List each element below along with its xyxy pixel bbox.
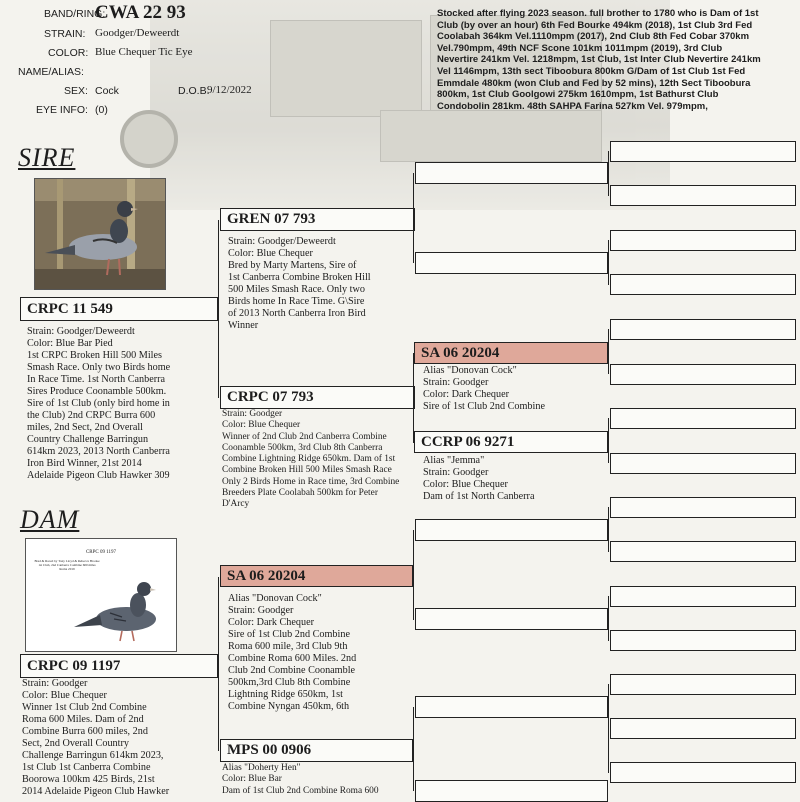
gen4-empty-box	[610, 319, 796, 340]
connector-gen3	[413, 173, 414, 263]
gen4-empty-box	[610, 364, 796, 385]
dam-sire-line: Roma 600 mile, 3rd Club 9th	[228, 641, 348, 652]
sire-line: Country Challenge Barringun	[27, 434, 149, 445]
dam-line: Roma 600 Miles. Dam of 2nd	[22, 714, 144, 725]
dam-sire-line: Color: Dark Chequer	[228, 617, 315, 628]
sex-label: SEX:	[64, 85, 88, 97]
dam-line: Strain: Goodger	[22, 678, 88, 689]
band-value: CWA 22 93	[95, 2, 186, 23]
dam-dam-ring-box: MPS 00 0906	[220, 739, 413, 762]
dam-sire-line: Combine Roma 600 Miles. 2nd	[228, 653, 357, 664]
sire-dam-details	[222, 409, 399, 511]
dam-photo-caption-line: 1st Club, 2nd Canberra Combine 600 miles	[38, 563, 96, 568]
sire-details	[27, 326, 170, 482]
connector-gen4	[608, 329, 609, 374]
dob-label: D.O.B.	[178, 85, 210, 97]
dam-line: 2014 Adelaide Pigeon Club Hawker	[22, 786, 170, 797]
sire-sire-line: Winner	[228, 320, 259, 331]
gen3-dam-line: Alias "Jemma"	[423, 455, 485, 466]
gen3-dam-line: Color: Blue Chequer	[423, 479, 508, 490]
gen4-empty-box	[610, 762, 796, 783]
gen4-empty-box	[610, 674, 796, 695]
gen3-sire-details	[423, 365, 545, 413]
gen4-empty-box	[610, 408, 796, 429]
dam-photo	[25, 538, 177, 652]
sire-line: In Race Time. 1st North Canberra	[27, 374, 166, 385]
dam-line: 1st Club 1st Canberra Combine	[22, 762, 151, 773]
gen3-sire-line: Sire of 1st Club 2nd Combine	[423, 401, 545, 412]
dam-photo-caption-title: CRPC 09 1197	[85, 550, 117, 555]
dam-ring-box: CRPC 09 1197	[20, 654, 218, 678]
truck-tray-side	[380, 110, 602, 162]
sire-sire-line: Birds home In Race Time. G\Sire	[228, 296, 365, 307]
gen3-empty-box	[415, 780, 608, 802]
sire-line: Sires Produce Coonamble 500km.	[27, 386, 167, 397]
dam-dam-line: Color: Blue Bar	[222, 774, 282, 785]
dam-sire-line: Strain: Goodger	[228, 605, 294, 616]
sire-line: Iron Bird Winner, 21st 2014	[27, 458, 142, 469]
note-line: Nevertire 241km Vel. 1218mpm, 1st Club, 1st Inter Club Nevertire 241km	[437, 54, 761, 66]
gen3-sire-line: Color: Dark Chequer	[423, 389, 510, 400]
gen4-empty-box	[610, 230, 796, 251]
sire-line: Smash Race. Only two Birds home	[27, 362, 171, 373]
name-alias-label: NAME/ALIAS:	[18, 66, 84, 78]
sire-line: 1st CRPC Broken Hill 500 Miles	[27, 350, 162, 361]
dam-sire-line: Sire of 1st Club 2nd Combine	[228, 629, 350, 640]
truck-wheel-icon	[120, 110, 178, 168]
strain-value: Goodger/Deweerdt	[95, 27, 180, 39]
dam-sire-line: Alias "Donovan Cock"	[228, 593, 322, 604]
connector-gen4	[608, 596, 609, 641]
sire-dam-line: Only 2 Birds Home in Race time, 3rd Combine	[222, 476, 400, 487]
note-line: Coolabah 364km Vel.1110mpm (2017), 2nd Club 8th Fed Cobar 370km	[437, 31, 750, 43]
sire-line: 614km 2023, 2013 North Canberra	[27, 446, 170, 457]
gen4-empty-box	[610, 718, 796, 739]
dam-pigeon-icon	[26, 539, 176, 651]
dam-dam-line: Alias "Doherty Hen"	[222, 763, 301, 773]
band-label: BAND/RING:	[44, 8, 106, 20]
dam-sire-line: Lightning Ridge 650km, 1st	[228, 689, 343, 700]
dam-photo-caption-line: Bred & Raced by Tony Lloyd & Rebecca Brooke	[34, 559, 100, 563]
strain-label: STRAIN:	[44, 28, 86, 40]
sire-ring-box: CRPC 11 549	[20, 297, 218, 321]
note-line: 800km, 1st Club Goolgowi 275km 1610mpm, 1st Bathurst Club	[437, 89, 719, 101]
gen3-empty-box	[415, 162, 608, 184]
sire-dam-ring-box: CRPC 07 793	[220, 386, 415, 409]
gen4-empty-box	[610, 586, 796, 607]
gen4-empty-box	[610, 541, 796, 562]
sire-line: Sire of 1st Club (only bird home in	[27, 398, 170, 409]
gen4-empty-box	[610, 497, 796, 518]
note-line: Vel 1146mpm, 13th sect Tiboobura 800km G/Dam of 1st Club 1st Fed	[437, 65, 746, 77]
connector-dam	[218, 577, 219, 751]
color-value: Blue Chequer Tic Eye	[95, 46, 193, 58]
gen3-sire-line: Strain: Goodger	[423, 377, 489, 388]
sire-sire-ring-box: GREN 07 793	[220, 208, 415, 231]
sire-sire-line: of 2013 North Canberra Iron Bird	[228, 308, 366, 319]
dam-details	[22, 678, 169, 798]
note-line: Stocked after flying 2023 season. full brother to 1780 who is Dam of 1st	[437, 8, 759, 19]
gen3-sire-ring-box: SA 06 20204	[414, 342, 608, 364]
note-line: Vel.790mpm, 49th NCF Scone 101km 1011mpm (2019), 3rd Club	[437, 42, 723, 54]
sire-line: the Club) 2nd CRPC Burra 600	[27, 410, 156, 421]
bird-notes	[437, 8, 789, 112]
gen3-dam-ring-box: CCRP 06 9271	[414, 431, 608, 453]
gen3-empty-box	[415, 608, 608, 630]
connector-gen3	[413, 353, 414, 443]
connector-sire	[218, 220, 219, 398]
sire-dam-line: Breeders Plate Coolabah 500km for Peter	[222, 488, 378, 499]
dam-line: Combine Burra 600 miles, 2nd	[22, 726, 148, 737]
dam-line: Winner 1st Club 2nd Combine	[22, 702, 147, 713]
sire-sire-line: Bred by Marty Martens, Sire of	[228, 260, 357, 271]
connector-gen4	[608, 684, 609, 729]
sire-line: Strain: Goodger/Deweerdt	[27, 326, 135, 337]
dam-line: Boorowa 100km 425 Birds, 21st	[22, 774, 155, 785]
dam-sire-line: Combine Nyngan 450km, 6th	[228, 701, 350, 712]
color-label: COLOR:	[48, 47, 89, 59]
note-line: Emmdale 480km (won Club and Fed by 52 mins), 12th Sect Tiboobura	[437, 77, 751, 89]
sire-sire-details	[228, 236, 371, 332]
sire-title: SIRE	[18, 143, 76, 172]
dam-sire-line: Club 2nd Combine Coonamble	[228, 665, 356, 676]
sire-sire-line: 1st Canberra Combine Broken Hill	[228, 272, 371, 283]
truck-cage-left	[270, 20, 422, 117]
gen3-sire-line: Alias "Donovan Cock"	[423, 365, 517, 376]
connector-gen4	[608, 418, 609, 463]
gen4-empty-box	[610, 274, 796, 295]
sex-value: Cock	[95, 85, 119, 97]
note-line: Condobolin 281km. 48th SAHPA Farina 527km Vel. 979mpm,	[437, 100, 708, 112]
sire-dam-line: Coonamble 500km, 3rd Club 8th Canberra	[222, 442, 383, 453]
dob-value: 9/12/2022	[207, 84, 252, 96]
dam-title: DAM	[20, 505, 80, 534]
dam-photo-caption-line: Roma 2019	[59, 567, 75, 572]
gen4-empty-box	[610, 453, 796, 474]
sire-dam-line: D'Arcy	[222, 499, 250, 510]
note-line: Club (by over an hour) 6th Fed Bourke 494km (2018), 1st Club 3rd Fed	[437, 19, 753, 31]
sire-photo	[34, 178, 166, 290]
gen3-empty-box	[415, 252, 608, 274]
connector-gen3	[413, 707, 414, 791]
gen4-empty-box	[610, 185, 796, 206]
dam-line: Sect, 2nd Overall Country	[22, 738, 129, 749]
dam-sire-line: 500km,3rd Club 8th Combine	[228, 677, 351, 688]
sire-dam-line: Strain: Goodger	[222, 409, 283, 419]
sire-sire-line: Color: Blue Chequer	[228, 248, 313, 259]
gen3-dam-line: Dam of 1st North Canberra	[423, 491, 535, 502]
sire-dam-line: Winner of 2nd Club 2nd Canberra Combine	[222, 431, 387, 442]
dam-sire-details	[228, 593, 356, 713]
gen3-empty-box	[415, 696, 608, 718]
sire-dam-line: Combine Lightning Ridge 650km. Dam of 1st	[222, 454, 396, 465]
sire-line: Adelaide Pigeon Club Hawker 309	[27, 470, 170, 481]
connector-gen3	[413, 530, 414, 620]
connector-gen4	[608, 151, 609, 196]
sire-dam-line: Combine Broken Hill 500 Miles Smash Race	[222, 465, 392, 476]
gen4-empty-box	[610, 630, 796, 651]
sire-sire-line: 500 Miles Smash Race. Only two	[228, 284, 365, 295]
eye-info-value: (0)	[95, 104, 108, 116]
gen4-empty-box	[610, 141, 796, 162]
dam-dam-details	[222, 763, 379, 797]
sire-dam-line: Color: Blue Chequer	[222, 420, 301, 431]
gen3-empty-box	[415, 519, 608, 541]
sire-line: miles, 2nd Sect, 2nd Overall	[27, 422, 144, 433]
dam-sire-ring-box: SA 06 20204	[220, 565, 413, 587]
connector-gen4	[608, 728, 609, 773]
connector-gen4	[608, 240, 609, 285]
eye-info-label: EYE INFO:	[36, 104, 88, 116]
dam-dam-line: Dam of 1st Club 2nd Combine Roma 600	[222, 785, 379, 796]
dam-line: Color: Blue Chequer	[22, 690, 107, 701]
gen3-dam-details	[423, 455, 534, 503]
dam-line: Challenge Barringun 614km 2023,	[22, 750, 164, 761]
sire-sire-line: Strain: Goodger/Deweerdt	[228, 236, 336, 247]
sire-pigeon-icon	[35, 179, 165, 289]
sire-line: Color: Blue Bar Pied	[27, 338, 113, 349]
connector-gen4	[608, 507, 609, 552]
gen3-dam-line: Strain: Goodger	[423, 467, 489, 478]
